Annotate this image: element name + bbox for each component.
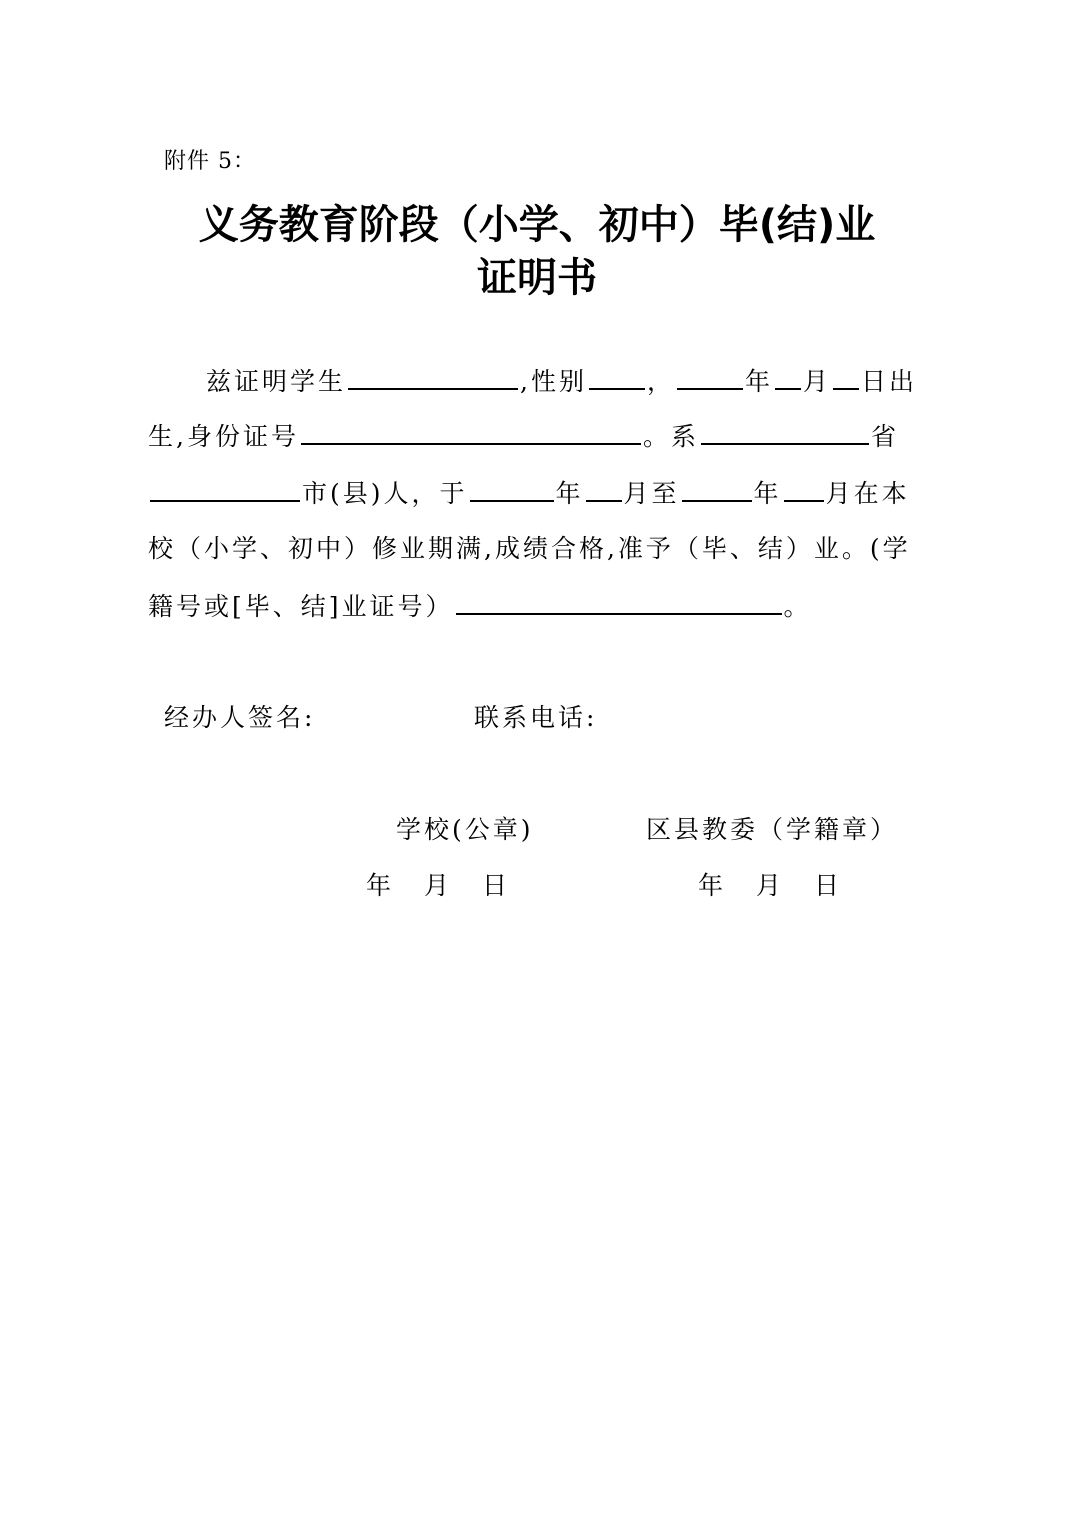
- text: ,性别: [520, 367, 587, 396]
- district-date: [698, 866, 842, 902]
- text: 省: [870, 422, 899, 451]
- text: ，: [646, 367, 675, 396]
- document-subtitle: 证明书: [477, 255, 597, 301]
- school-stamp-label: 学校(公章): [396, 815, 534, 844]
- certificate-number-field[interactable]: [456, 585, 782, 615]
- end-month-field[interactable]: [784, 472, 824, 502]
- id-number-field[interactable]: [301, 415, 641, 445]
- start-year-field[interactable]: [470, 472, 554, 502]
- province-field[interactable]: [701, 415, 869, 445]
- day-label: 日: [482, 871, 511, 900]
- attachment-label: 附件 5：: [164, 149, 256, 174]
- contact-phone-label: 联系电话:: [474, 703, 598, 732]
- text: 年: [555, 479, 584, 508]
- birth-year-field[interactable]: [677, 360, 743, 390]
- body-line-5: [148, 585, 928, 625]
- district-stamp-label: 区县教委（学籍章）: [646, 815, 899, 844]
- text: 生,身份证号: [148, 422, 299, 451]
- text: 兹证明学生: [206, 367, 347, 396]
- student-name-field[interactable]: [348, 360, 518, 390]
- text: 年: [753, 479, 782, 508]
- text: 。: [783, 592, 812, 621]
- text: 月至: [623, 479, 680, 508]
- body-line-1: [206, 360, 986, 400]
- text: 日出: [861, 367, 918, 396]
- text: 市(县)人，于: [302, 479, 468, 508]
- text: 月在本: [825, 479, 910, 508]
- body-line-4: 校（小学、初中）修业期满,成绩合格,准予（毕、结）业。(学: [148, 534, 911, 563]
- month-label: 月: [756, 871, 785, 900]
- body-line-2: [148, 415, 928, 455]
- year-label: 年: [698, 871, 727, 900]
- city-field[interactable]: [150, 472, 300, 502]
- text: 年: [744, 367, 773, 396]
- end-year-field[interactable]: [682, 472, 752, 502]
- handler-signature-label: 经办人签名:: [164, 703, 316, 732]
- text: 。系: [642, 422, 699, 451]
- day-label: 日: [814, 871, 843, 900]
- document-title: 义务教育阶段（小学、初中）毕(结)业: [198, 202, 876, 248]
- body-line-3: [148, 472, 928, 512]
- month-label: 月: [424, 871, 453, 900]
- school-date: [366, 866, 510, 902]
- birth-month-field[interactable]: [775, 360, 801, 390]
- text: 月: [803, 367, 832, 396]
- gender-field[interactable]: [589, 360, 645, 390]
- start-month-field[interactable]: [586, 472, 622, 502]
- text: 籍号或[毕、结]业证号）: [148, 592, 454, 621]
- birth-day-field[interactable]: [833, 360, 859, 390]
- year-label: 年: [366, 871, 395, 900]
